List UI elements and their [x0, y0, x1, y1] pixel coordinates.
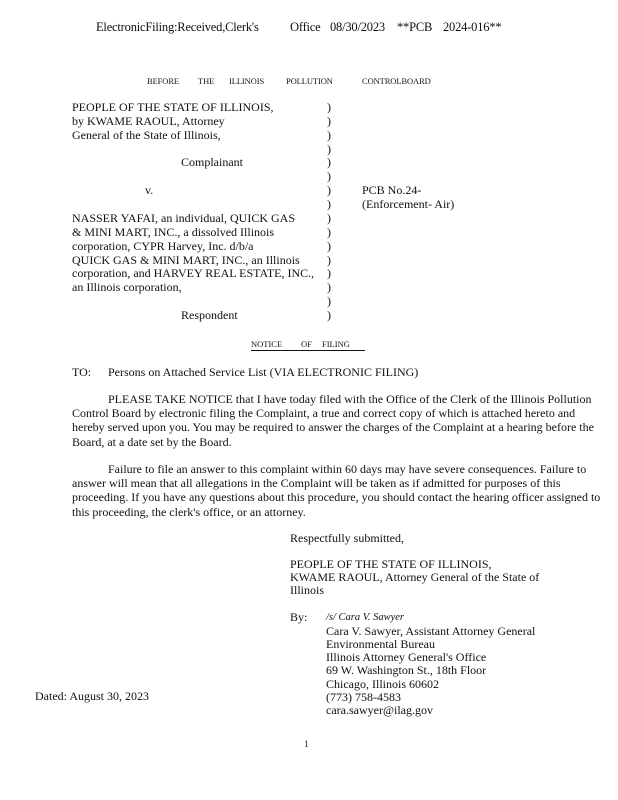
respondent-line: QUICK GAS & MINI MART, INC., an Illinois [72, 253, 300, 267]
caption-paren: ) [327, 294, 331, 308]
signer-email: cara.sawyer@ilag.gov [326, 703, 434, 717]
notice-title [251, 339, 365, 351]
board-title-word: POLLUTION [286, 76, 333, 86]
stamp-received: ElectronicFiling:Received,Clerk's [96, 20, 259, 34]
plaintiff-line: by KWAME RAOUL, Attorney [72, 114, 225, 128]
respondent-line: an Illinois corporation, [72, 280, 182, 294]
caption-paren: ) [327, 114, 331, 128]
board-title-word: THE [198, 76, 215, 86]
signer-name: Cara V. Sawyer, Assistant Attorney General [326, 624, 536, 638]
caption-paren: ) [327, 197, 331, 211]
notice-paragraph: PLEASE TAKE NOTICE that I have today filed with the Office of the Clerk of the Illinois Pollution Control Board by electronic filing the Complaint, a true and correct copy of which is attached hereto and hereby served upon you. You may be required to answer the charges of the Complaint at a hearing before the Board, at a date set by the Board. [72, 392, 594, 449]
caption-paren: ) [327, 128, 331, 142]
signer-city: Chicago, Illinois 60602 [326, 677, 439, 691]
board-title-word: CONTROLBOARD [362, 76, 431, 86]
caption-paren: ) [327, 253, 331, 267]
signer-bureau: Environmental Bureau [326, 637, 435, 651]
stamp-office: Office [290, 20, 321, 34]
caption-paren: ) [327, 308, 331, 322]
versus-label: v. [145, 183, 154, 197]
case-number: PCB No.24- [362, 183, 422, 197]
respondent-line: corporation, CYPR Harvey, Inc. d/b/a [72, 239, 254, 253]
caption-paren: ) [327, 100, 331, 114]
closing-ag-line: KWAME RAOUL, Attorney General of the State of [290, 570, 540, 584]
case-type: (Enforcement- Air) [362, 197, 455, 211]
caption-paren: ) [327, 169, 331, 183]
dated-line: Dated: August 30, 2023 [35, 689, 149, 703]
page-number: 1 [304, 739, 309, 749]
closing-people: PEOPLE OF THE STATE OF ILLINOIS, [290, 557, 492, 571]
respondent-line: corporation, and HARVEY REAL ESTATE, INC., [72, 266, 315, 280]
plaintiff-line: General of the State of Illinois, [72, 128, 221, 142]
notice-title-word: NOTICE [251, 339, 283, 349]
board-title-word: ILLINOIS [229, 76, 265, 86]
signer-street: 69 W. Washington St., 18th Floor [326, 663, 487, 677]
board-title-word: BEFORE [147, 76, 179, 86]
notice-title-word: OF [301, 339, 312, 349]
stamp-date: 08/30/2023 [330, 20, 385, 34]
caption-paren: ) [327, 211, 331, 225]
caption-paren: ) [327, 266, 331, 280]
caption-paren: ) [327, 225, 331, 239]
caption-paren: ) [327, 183, 331, 197]
stamp-number: 2024-016** [443, 20, 502, 34]
to-label: TO: [72, 365, 92, 379]
complainant-label: Complainant [181, 155, 243, 169]
closing-ag-line: Illinois [290, 583, 325, 597]
respondent-label: Respondent [181, 308, 238, 322]
stamp-case: **PCB [397, 20, 433, 34]
signer-phone: (773) 758-4583 [326, 690, 401, 704]
notice-title-word: FILING [322, 339, 350, 349]
respondent-line: NASSER YAFAI, an individual, QUICK GAS [72, 211, 296, 225]
consequence-paragraph: Failure to file an answer to this complaint within 60 days may have severe consequences. Failure to answer will mean that all allegations in the Complaint will be taken as if admitted for purposes of this proceeding. If you have any questions about this procedure, you should contact the hearing officer assigned to this proceeding, the clerk's office, or an attorney. [72, 462, 601, 519]
electronic-signature: /s/ Cara V. Sawyer [326, 612, 404, 623]
by-label: By: [290, 610, 308, 624]
plaintiff-line: PEOPLE OF THE STATE OF ILLINOIS, [72, 100, 274, 114]
caption-paren: ) [327, 239, 331, 253]
respectfully-submitted: Respectfully submitted, [290, 531, 404, 545]
caption-paren: ) [327, 280, 331, 294]
to-recipients: Persons on Attached Service List (VIA ELECTRONIC FILING) [108, 365, 419, 379]
caption-paren: ) [327, 155, 331, 169]
respondent-line: & MINI MART, INC., a dissolved Illinois [72, 225, 275, 239]
signer-office: Illinois Attorney General's Office [326, 650, 487, 664]
caption-paren: ) [327, 142, 331, 156]
